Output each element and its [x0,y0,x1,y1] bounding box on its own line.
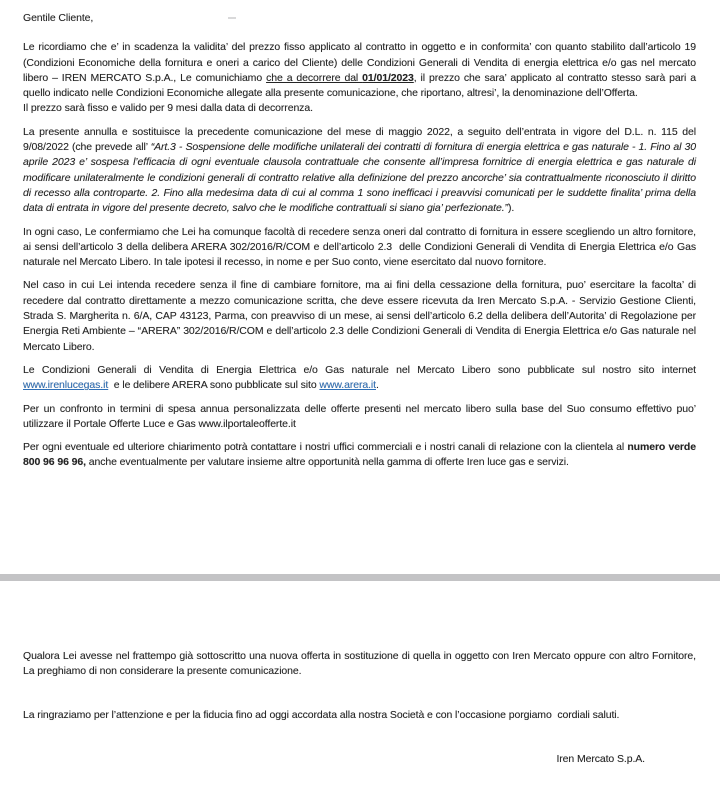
paragraph-decree-115 [23,125,696,217]
letter-body [23,11,696,479]
signature [556,752,645,767]
text-run: Qualora Lei avesse nel frattempo già sottoscritto una nuova offerta in sostituzione di quella in oggetto con Iren Mercato oppure con altro Fornitore, La preghiamo di non considerare la presente comunicazione. [23,650,696,678]
text-run: . [376,379,379,392]
paragraph-websites [23,363,696,394]
text-run: anche eventualmente per valutare insieme altre opportunità nella gamma di offerte Iren luce gas e servizi. [85,456,569,469]
text-run: Il prezzo sarà fisso e valido per 9 mesi dalla data di decorrenza. [23,102,313,115]
page-separator [0,574,720,581]
text-run: Nel caso in cui Lei intenda recedere senza il fine di cambiare fornitore, ma ai fini della cessazione della fornitura, puo’ esercitare la facolta’ di recedere dal contratto direttamente a mezzo comunicazione scritta, che deve essere ricevuta da Iren Mercato S.p.A. - Servizio Gestione Clienti, Strada S. Margherita n. 6/A, CAP 43123, Parma, con preavviso di un mese, ai sensi dell’articolo 6.2 della delibera dell’Autorita’ di Regolazione per Energia Reti Ambiente – “ARERA” 302/2016/R/COM e dell’articolo 2.3 delle Condizioni Generali di Vendita di Energia Elettrica e/o Gas naturale nel Mercato Libero. [23,279,696,353]
paragraph-withdrawal-termination [23,278,696,354]
text-run: Per ogni eventuale ed ulteriore chiarimento potrà contattare i nostri uffici commerciali e i nostri canali di relazione con la clientela al [23,441,628,454]
signature-text: Iren Mercato S.p.A. [556,753,645,765]
text-run: 01/01/2023 [362,71,414,84]
text-run: e le delibere ARERA sono pubblicate sul sito [108,379,320,392]
paragraph-price-expiry [23,40,696,116]
main-paragraphs [23,40,696,470]
text-run: ). [507,202,515,215]
hyperlink[interactable]: www.irenlucegas.it [23,379,109,392]
text-run: , il prezzo che sara’ applicato al contratto stesso sarà pari a quello indicato nelle Condizioni Economiche allegate alla presente comunicazione, che riportano, altresi’, la denominazione dell’Offerta. [23,71,697,100]
text-run: Per un confronto in termini di spesa annua personalizzata delle offerte presenti nel mercato libero sulla base del Suo consumo effettivo puo’ utilizzare il Portale Offerte Luce e Gas www.ilportaleofferte.it [23,402,696,430]
paragraph-disregard-notice [23,649,696,680]
text-run: In ogni caso, Le confermiamo che Lei ha comunque facoltà di recedere senza oneri dal contratto di fornitura in essere scegliendo un altro fornitore, ai sensi dell’articolo 3 della delibera ARERA 302/2016/R/COM e dell’articolo 2.3 delle Condizioni Generali di Vendita di Energia Elettrica e/o Gas naturale nel Mercato Libero. In tale ipotesi il recesso, in nome e per Suo conto, viene esercitato dal nuovo fornitore. [23,225,696,269]
text-run: che a decorrere dal [266,71,363,84]
paragraph-withdrawal-new-supplier [23,225,696,271]
hyperlink[interactable]: www.arera.it [319,379,376,392]
greeting: Gentile Cliente, [23,12,94,24]
paragraph-portale-offerte [23,402,696,433]
closing-block [23,649,696,723]
paragraph-contact-number [23,440,696,471]
text-run: La presente annulla e sostituisce la precedente comunicazione del mese di maggio 2022, a seguito dell’entrata in vigore del D.L. n. 115 del 9/08/2022 (che prevede all’ [23,125,696,154]
text-run: Le ricordiamo che e’ in scadenza la validita’ del prezzo fisso applicato al contratto in oggetto e in conformita’ con quanto stabilito dall’articolo 19 (Condizioni Economiche della fornitura e oneri a carico del Cliente) delle Condizioni Generali di Vendita di energia elettrica e/o gas nel mercato libero – IREN MERCATO S.p.A., Le comunichiamo [23,41,696,84]
text-run: Le Condizioni Generali di Vendita di Energia Elettrica e/o Gas naturale nel Mercato Libero sono pubblicate sul nostro sito internet [23,363,696,376]
text-run: La ringraziamo per l’attenzione e per la fiducia fino ad oggi accordata alla nostra Società e con l’occasione porgiamo cordiali saluti. [23,708,620,721]
paragraph-thanks [23,708,696,723]
text-run: numero verde 800 96 96 96, [23,441,696,469]
text-run: “Art.3 - Sospensione delle modifiche unilaterali dei contratti di fornitura di energia elettrica e gas naturale - 1. Fino al 30 aprile 2023 e’ sospesa l’efficacia di ogni eventuale clausola contrattuale che consente all’impresa fornitrice di energia elettrica e gas naturale di modificare unilateralmente le condizioni generali di contratto relative alla definizione del prezzo ancorche’ sia contrattualmente riconosciuto il diritto di recesso alla controparte. 2. Fino alla medesima data di cui al comma 1 sono inefficaci i preavvisi comunicati per le suddette finalita’ prima della data di entrata in vigore del presente decreto, salvo che le modifiche contrattuali si siano gia’ perfezionate.” [23,141,697,215]
